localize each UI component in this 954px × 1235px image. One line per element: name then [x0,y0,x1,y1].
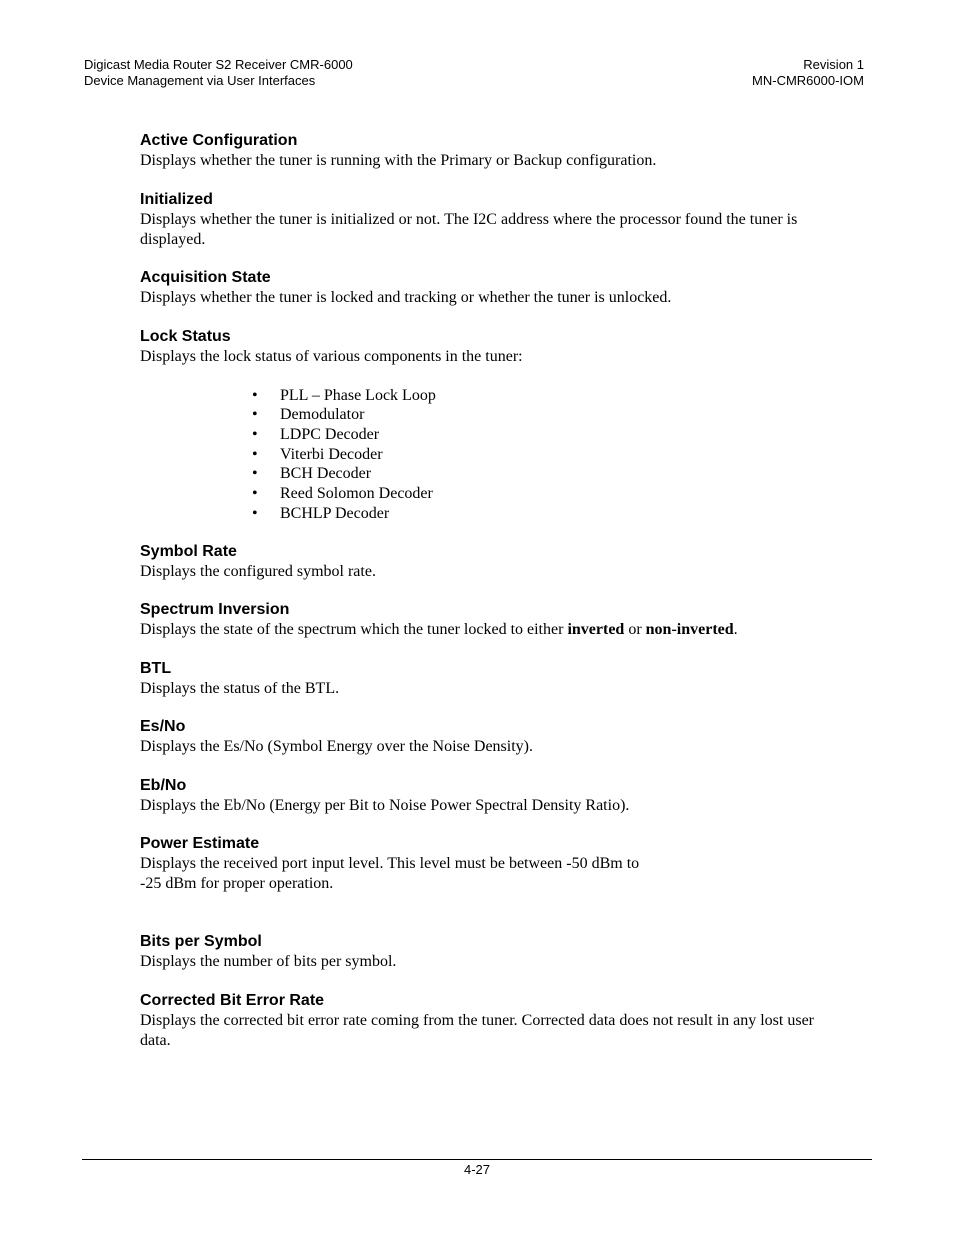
bullet-icon: • [252,425,258,443]
list-item-text: BCHLP Decoder [280,504,390,522]
page-number: 4-27 [463,1162,491,1177]
document-number: MN-CMR6000-IOM [752,73,864,88]
section-heading: Lock Status [140,327,231,345]
section-eb-no [140,776,872,816]
section-active-configuration [140,131,872,171]
section-btl [140,659,872,699]
section-heading: Power Estimate [140,835,260,853]
section-heading: Acquisition State [140,269,271,286]
list-item-text: Demodulator [280,406,365,424]
page-header-right [752,57,864,89]
section-text-part: . [733,621,738,639]
bullet-icon: • [252,445,258,463]
page-body [140,131,872,1069]
section-text [140,1011,872,1051]
section-corrected-bit-error-rate [140,991,872,1051]
section-heading: BTL [140,659,172,677]
section-text-line: displayed. [140,230,206,248]
section-text-line: Displays the corrected bit error rate coming from the tuner. Corrected data does not result in any lost user [140,1011,815,1029]
section-text [140,210,872,250]
section-text-part: or [624,621,646,639]
section-heading: Active Configuration [140,132,298,149]
section-text [140,854,872,894]
section-text: Displays whether the tuner is running with the Primary or Backup configuration. [140,152,657,169]
footer-divider [82,1159,872,1160]
list-item-text: Viterbi Decoder [280,445,383,463]
list-item [252,425,872,445]
section-lock-status [140,327,872,524]
section-initialized [140,190,872,250]
section-text-line: Displays whether the tuner is initialized or not. The I2C address where the processor found the tuner is [140,210,798,228]
non-inverted-term: non-inverted [645,621,734,639]
list-item [252,484,872,504]
list-item-text: PLL – Phase Lock Loop [280,386,436,404]
section-text [140,620,872,640]
list-item [252,386,872,406]
list-item-text: LDPC Decoder [280,425,380,443]
list-item-text: BCH Decoder [280,465,372,483]
section-acquisition-state [140,268,872,308]
list-item [252,504,872,524]
section-power-estimate [140,834,872,894]
section-heading: Symbol Rate [140,542,237,560]
section-text: Displays the Eb/No (Energy per Bit to Noise Power Spectral Density Ratio). [140,796,630,814]
inverted-term: inverted [567,621,625,639]
bullet-icon: • [252,465,258,483]
list-item [252,405,872,425]
list-item [252,464,872,484]
chapter-title: Device Management via User Interfaces [84,73,316,88]
section-text-line: data. [140,1031,171,1049]
bullet-icon: • [252,504,258,522]
list-item [252,445,872,465]
section-heading: Es/No [140,718,186,736]
section-text: Displays the status of the BTL. [140,679,340,697]
section-text: Displays the number of bits per symbol. [140,953,397,971]
bullet-icon: • [252,406,258,424]
section-text: Displays whether the tuner is locked and tracking or whether the tuner is unlocked. [140,289,672,306]
section-spectrum-inversion [140,600,872,640]
page-header-left [84,57,353,89]
section-es-no [140,717,872,757]
section-text-line: -25 dBm for proper operation. [140,875,334,893]
section-heading: Bits per Symbol [140,933,262,951]
section-symbol-rate [140,542,872,582]
bullet-icon: • [252,386,258,404]
section-heading: Eb/No [140,776,187,794]
bullet-icon: • [252,485,258,503]
section-heading: Initialized [140,190,213,208]
section-bits-per-symbol [140,932,872,972]
section-text: Displays the lock status of various components in the tuner: [140,347,523,365]
section-text: Displays the Es/No (Symbol Energy over the Noise Density). [140,738,533,756]
revision-label: Revision 1 [803,57,864,72]
section-text: Displays the configured symbol rate. [140,562,376,580]
section-text-line: Displays the received port input level. This level must be between -50 dBm to [140,855,640,873]
lock-status-list [140,386,872,524]
document-title: Digicast Media Router S2 Receiver CMR-6000 [84,57,353,72]
section-text-part: Displays the state of the spectrum which the tuner locked to either [140,621,568,639]
list-item-text: Reed Solomon Decoder [280,485,433,503]
section-heading: Spectrum Inversion [140,601,290,619]
section-heading: Corrected Bit Error Rate [140,991,325,1009]
